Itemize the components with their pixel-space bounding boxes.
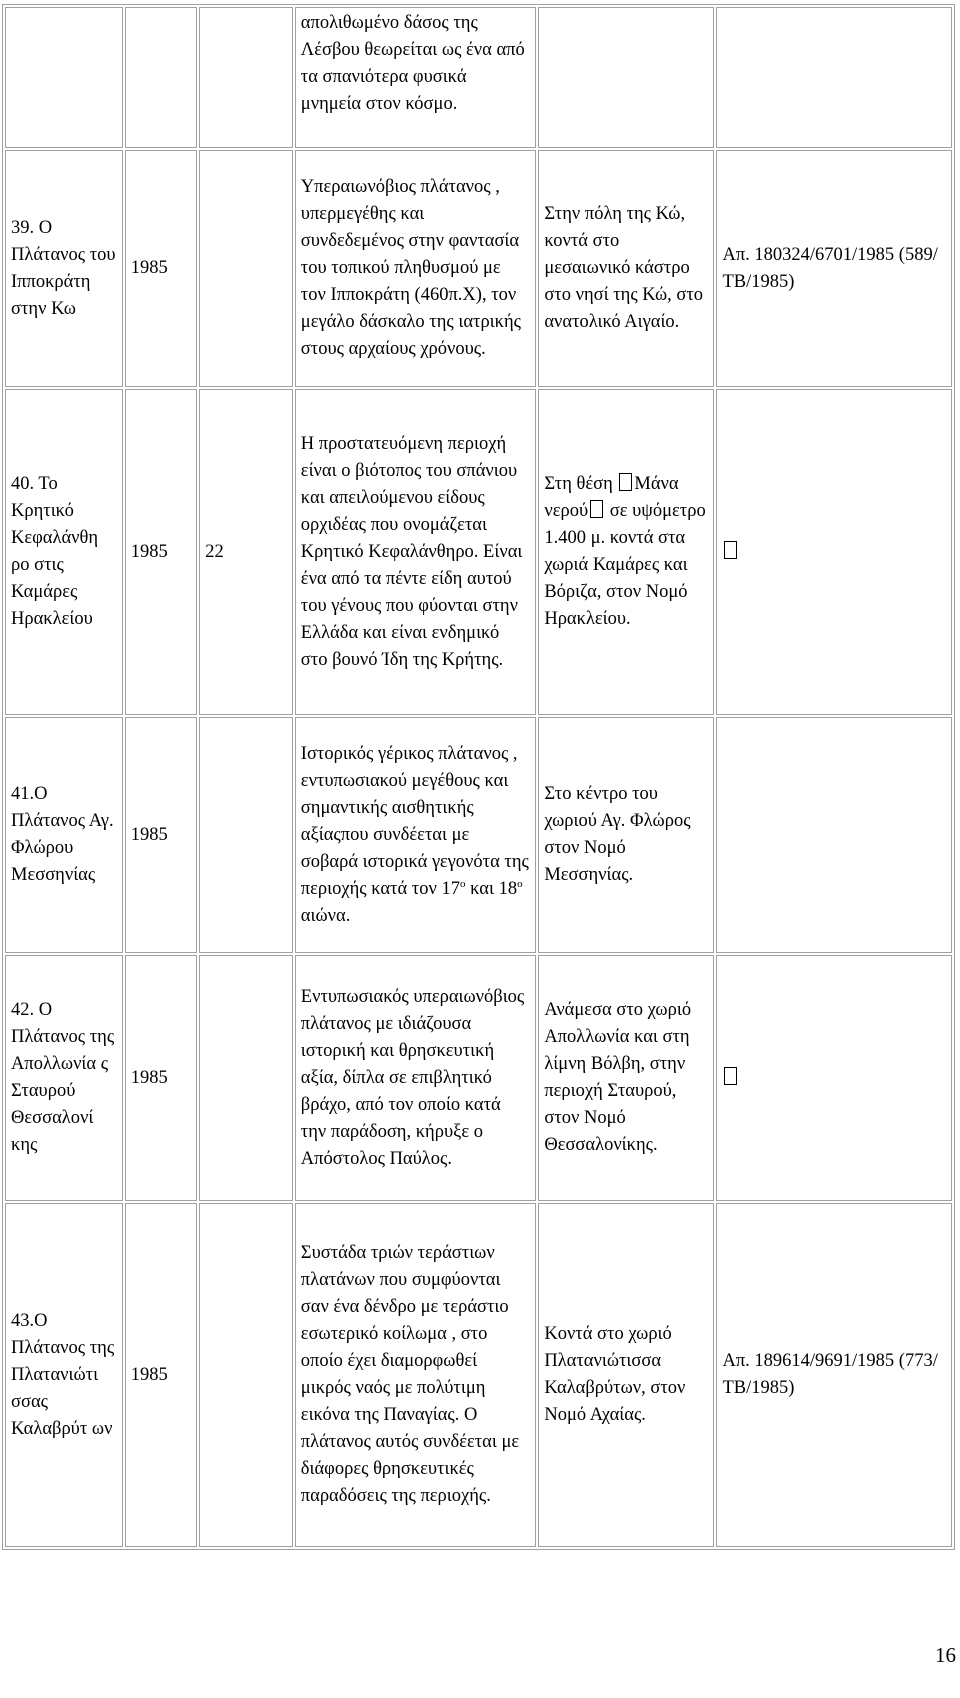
century-17: 17 xyxy=(441,878,460,899)
cell-name: 39. Ο Πλάτανος του Ιπποκράτη στην Κω xyxy=(5,150,123,387)
missing-glyph-icon xyxy=(724,1067,737,1085)
cell-description: Η προστατευόμενη περιοχή είναι ο βιότοπος του σπάνιου και απειλούμενου είδους ορχιδέας που ονομάζεται Κρητικό Κεφαλάνθηρο. Είναι ένα από τα πέντε είδη αυτού του γένους που φύονται στην Ελλάδα και είναι ενδημικό στο βουνό Ίδη της Κρήτης. xyxy=(295,389,537,715)
cell-description: Υπεραιωνόβιος πλάτανος , υπερμεγέθης και συνδεδεμένος στην φαντασία του τοπικού πληθυσμού με τον Ιπποκράτη (460π.Χ), τον μεγάλο δάσκαλο της ιατρικής στους αρχαίους χρόνους. xyxy=(295,150,537,387)
cell-number xyxy=(199,150,293,387)
cell-location xyxy=(538,7,714,148)
table-row xyxy=(5,717,952,953)
cell-decision xyxy=(716,955,952,1201)
cell-description xyxy=(295,717,537,953)
cell-name: 42. Ο Πλάτανος της Απολλωνία ς Σταυρού Θεσσαλονί κης xyxy=(5,955,123,1201)
cell-name: 41.Ο Πλάτανος Αγ. Φλώρου Μεσσηνίας xyxy=(5,717,123,953)
cell-decision: Απ. 180324/6701/1985 (589/ΤΒ/1985) xyxy=(716,150,952,387)
location-text-2: Μάνα νερού xyxy=(544,474,679,521)
description-text: Ιστορικός γέρικος πλάτανος , εντυπωσιακού μεγέθους και σημαντικής αισθητικής αξίαςπου συνδέεται με σοβαρά ιστορικά γεγονότα της περιοχής κατά τον xyxy=(300,743,529,899)
page-number: 16 xyxy=(935,1643,956,1667)
cell-decision xyxy=(716,7,952,148)
cell-number xyxy=(199,955,293,1201)
century-end: αιώνα. xyxy=(300,905,351,926)
cell-year: 1985 xyxy=(125,389,197,715)
cell-location: Στο κέντρο του χωριού Αγ. Φλώρος στον Νομό Μεσσηνίας. xyxy=(538,717,714,953)
cell-decision xyxy=(716,389,952,715)
cell-decision: Απ. 189614/9691/1985 (773/ΤΒ/1985) xyxy=(716,1203,952,1547)
cell-number: 22 xyxy=(199,389,293,715)
cell-number xyxy=(199,7,293,148)
table-row xyxy=(5,150,952,387)
cell-description: απολιθωμένο δάσος της Λέσβου θεωρείται ως ένα από τα σπανιότερα φυσικά μνημεία στον κόσμο. xyxy=(295,7,537,148)
location-text-3: σε υψόμετρο 1.400 μ. κοντά στα χωριά Καμάρες και Βόριζα, στον Νομό Ηρακλείου. xyxy=(544,501,706,629)
missing-glyph-icon xyxy=(619,473,632,491)
ordinal-sup: ο xyxy=(517,877,523,890)
cell-decision xyxy=(716,717,952,953)
ordinal-sup: ο xyxy=(459,877,466,890)
cell-name xyxy=(5,7,123,148)
cell-year: 1985 xyxy=(125,955,197,1201)
cell-location: Ανάμεσα στο χωριό Απολλωνία και στη λίμνη Βόλβη, στην περιοχή Σταυρού, στον Νομό Θεσσαλονίκης. xyxy=(538,955,714,1201)
cell-year: 1985 xyxy=(125,717,197,953)
cell-description: Συστάδα τριών τεράστιων πλατάνων που συμφύονται σαν ένα δένδρο με τεράστιο εσωτερικό κοίλωμα , στο οποίο έχει διαμορφωθεί μικρός ναός με πολύτιμη εικόνα της Παναγίας. Ο πλάτανος αυτός συνδέεται με διάφορες θρησκευτικές παραδόσεις της περιοχής. xyxy=(295,1203,537,1547)
cell-location: Στην πόλη της Κώ, κοντά στο μεσαιωνικό κάστρο στο νησί της Κώ, στο ανατολικό Αιγαίο. xyxy=(538,150,714,387)
cell-year: 1985 xyxy=(125,150,197,387)
cell-name: 40. Το Κρητικό Κεφαλάνθη ρο στις Καμάρες Ηρακλείου xyxy=(5,389,123,715)
cell-year: 1985 xyxy=(125,1203,197,1547)
missing-glyph-icon xyxy=(590,500,603,518)
monuments-table xyxy=(2,4,955,1550)
cell-description: Εντυπωσιακός υπεραιωνόβιος πλάτανος με ιδιάζουσα ιστορική και θρησκευτική αξία, δίπλα σε επιβλητικό βράχο, από τον οποίο κατά την παράδοση, κήρυξε ο Απόστολος Παύλος. xyxy=(295,955,537,1201)
century-18: και 18 xyxy=(465,878,518,899)
cell-location xyxy=(538,389,714,715)
cell-number xyxy=(199,1203,293,1547)
cell-year xyxy=(125,7,197,148)
table-row xyxy=(5,389,952,715)
missing-glyph-icon xyxy=(724,541,737,559)
table-row xyxy=(5,7,952,148)
location-text-1: Στη θέση xyxy=(544,474,618,494)
cell-name: 43.Ο Πλάτανος της Πλατανιώτι σσας Καλαβρύτ ων xyxy=(5,1203,123,1547)
table-row xyxy=(5,1203,952,1547)
table-row xyxy=(5,955,952,1201)
cell-location: Κοντά στο χωριό Πλατανιώτισσα Καλαβρύτων, στον Νομό Αχαίας. xyxy=(538,1203,714,1547)
cell-number xyxy=(199,717,293,953)
